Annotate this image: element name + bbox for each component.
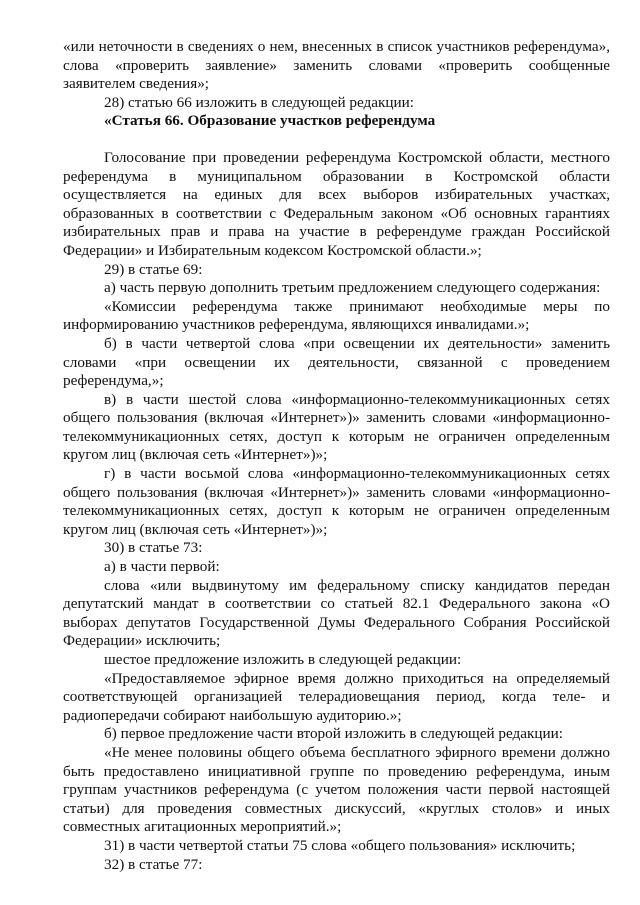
blank-line — [63, 131, 610, 149]
paragraph-item-30b-quote: «Не менее половины общего объема бесплатного эфирного времени должно быть предоставлено инициативной группе по проведению референдума, иным группам участников референдума (с учетом положения части первой настоящей статьи) для проведения совместных дискуссий, «круглых столов» и иных совместных агитационных мероприятий.»; — [63, 743, 610, 836]
article-66-heading: «Статья 66. Образование участков референдума — [104, 112, 436, 130]
paragraph-item-29a: а) часть первую дополнить третьим предложением следующего содержания: — [104, 279, 601, 297]
paragraph-item-30a: а) в части первой: — [104, 558, 220, 576]
scan-artifact — [598, 193, 608, 195]
paragraph-item-29a-quote: «Комиссии референдума также принимают необходимые меры по информированию участников референдума, являющихся инвалидами.»; — [63, 297, 610, 334]
paragraph-item-30a-sixth: шестое предложение изложить в следующей редакции: — [104, 651, 462, 668]
paragraph-item-30a-words: слова «или выдвинутому им федеральному списку кандидатов передан депутатский мандат в соответствии со статьей 82.1 Федерального закона «О выборах депутатов Государственной Думы Федерального Собрания Российской Федерации» исключить; — [63, 576, 610, 650]
paragraph-item-28: 28) статью 66 изложить в следующей редакции: — [104, 93, 414, 111]
paragraph-item-30a-quote: «Предоставляемое эфирное время должно приходиться на определяемый соответствующей организацией телерадиовещания период, когда теле- и радиопередачи собирают наибольшую аудиторию.»; — [63, 669, 610, 724]
paragraph-item-29: 29) в статье 69: — [104, 260, 203, 278]
document-page — [63, 38, 610, 874]
paragraph-item-32: 32) в статье 77: — [104, 855, 203, 873]
paragraph-continuation: «или неточности в сведениях о нем, внесенных в список участников референдума», слова «проверить заявление» заменить словами «проверить сообщенные заявителем сведения»; — [63, 38, 610, 93]
paragraph-item-29g: г) в части восьмой слова «информационно-телекоммуникационных сетях общего пользования (включая «Интернет»)» заменить словами «информационно-телекоммуникационных сетях, доступ к которым не ограничен определенным кругом лиц (включая сеть «Интернет»)»; — [63, 465, 610, 538]
paragraph-item-29v: в) в части шестой слова «информационно-телекоммуникационных сетях общего пользования (включая «Интернет»)» заменить словами «информационно-телекоммуникационных сетях, доступ к которым не ограничен определенным кругом лиц (включая сеть «Интернет»)»; — [63, 390, 610, 464]
paragraph-item-30b: б) первое предложение части второй изложить в следующей редакции: — [104, 725, 563, 743]
paragraph-item-30: 30) в статье 73: — [104, 539, 203, 557]
paragraph-item-29b: б) в части четвертой слова «при освещении их деятельности» заменить словами «при освещении их деятельности, связанной с проведением референдума,»; — [63, 334, 610, 390]
paragraph-article-66-body: Голосование при проведении референдума Костромской области, местного референдума в муниципальном образовании в Костромской области осуществляется на единых для всех выборов избирательных участках, образованных в соответствии с Федеральным законом «Об основных гарантиях избирательных прав и права на участие в референдуме граждан Российской Федерации» и Избирательным кодексом Костромской области.»; — [63, 148, 610, 259]
paragraph-item-31: 31) в части четвертой статьи 75 слова «общего пользования» исключить; — [104, 836, 576, 854]
